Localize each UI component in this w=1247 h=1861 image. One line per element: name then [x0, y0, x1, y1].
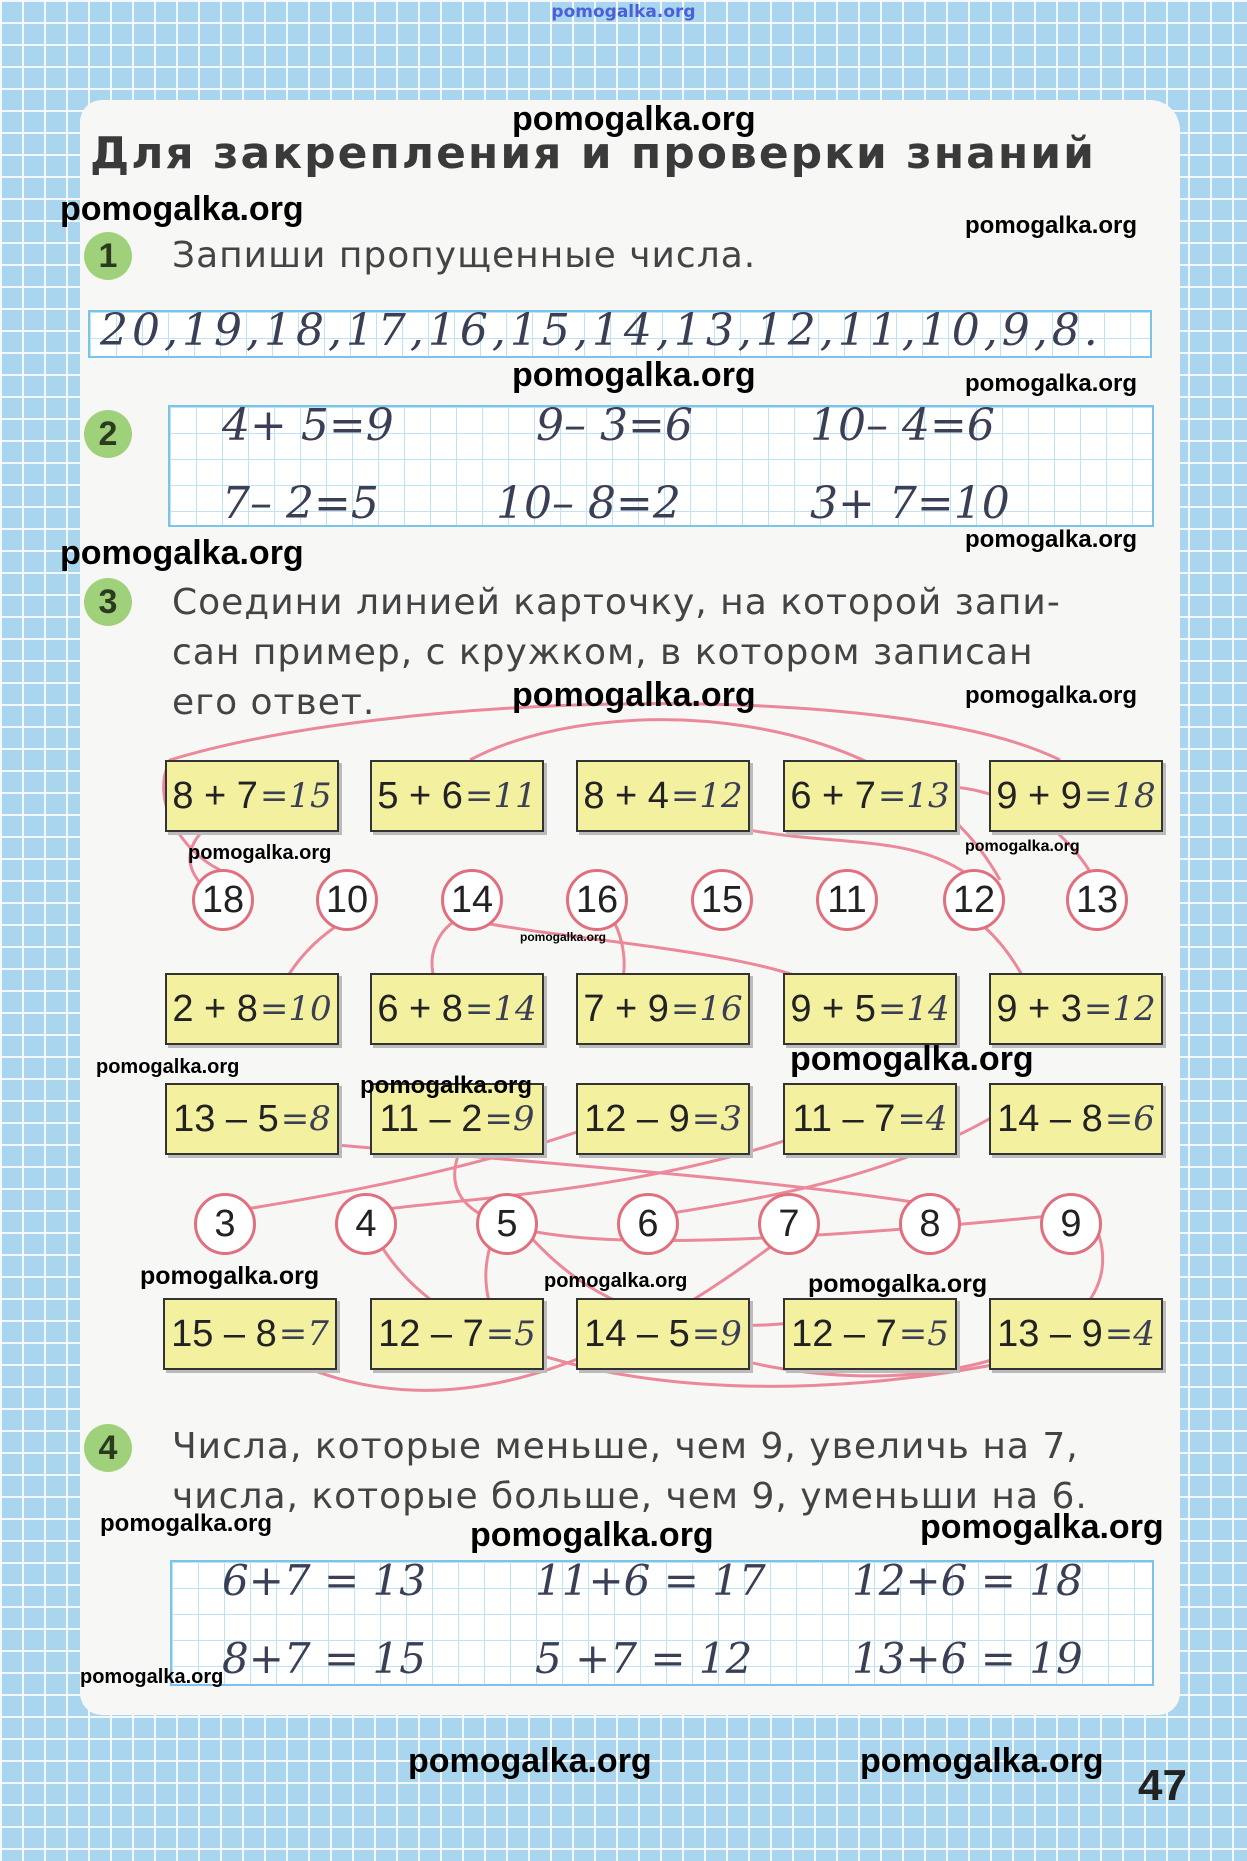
task-4-eq: 8+7 = 15 [222, 1634, 426, 1683]
task-4-eq: 12+6 = 18 [852, 1556, 1083, 1605]
answer-circle[interactable]: 13 [1066, 869, 1128, 931]
task-4-badge: 4 [84, 1424, 132, 1472]
watermark: pomogalka.org [520, 930, 607, 944]
task-4-eq: 5 +7 = 12 [535, 1634, 753, 1683]
top-url[interactable]: pomogalka.org [551, 2, 696, 22]
card-answer: =5 [485, 1314, 536, 1354]
watermark: pomogalka.org [965, 370, 1138, 397]
example-card[interactable]: 2 + 8 =10 [165, 973, 339, 1045]
answer-circle[interactable]: 11 [816, 869, 878, 931]
watermark: pomogalka.org [360, 1072, 533, 1099]
task-3-text-line-3: его ответ. [172, 682, 376, 723]
watermark: pomogalka.org [860, 1742, 1104, 1780]
example-card[interactable]: 12 – 9 =3 [576, 1083, 750, 1155]
answer-circle[interactable]: 12 [943, 869, 1005, 931]
example-card[interactable]: 13 – 5 =8 [165, 1083, 339, 1155]
watermark: pomogalka.org [544, 1270, 688, 1292]
watermark: pomogalka.org [60, 534, 304, 572]
answer-circle[interactable]: 9 [1040, 1193, 1102, 1255]
answer-circle[interactable]: 14 [441, 869, 503, 931]
watermark: pomogalka.org [965, 682, 1138, 709]
watermark: pomogalka.org [140, 1262, 320, 1290]
task-2-eq: 7– 2=5 [222, 478, 379, 529]
example-card[interactable]: 14 – 8 =6 [989, 1083, 1163, 1155]
card-answer: =4 [897, 1099, 948, 1139]
card-answer: =12 [670, 776, 743, 816]
example-card[interactable]: 8 + 4 =12 [576, 760, 750, 832]
task-4-eq: 6+7 = 13 [222, 1556, 426, 1605]
example-card[interactable]: 5 + 6 =11 [370, 760, 544, 832]
watermark: pomogalka.org [512, 356, 756, 394]
card-answer: =16 [670, 989, 743, 1029]
card-answer: =15 [259, 776, 332, 816]
card-answer: =7 [278, 1314, 329, 1354]
answer-circle[interactable]: 5 [476, 1193, 538, 1255]
example-card[interactable]: 9 + 3 =12 [989, 973, 1163, 1045]
task-2-eq: 9– 3=6 [536, 400, 693, 451]
card-answer: =6 [1104, 1099, 1155, 1139]
answer-circle[interactable]: 6 [617, 1193, 679, 1255]
card-answer: =4 [1104, 1314, 1155, 1354]
watermark: pomogalka.org [96, 1056, 240, 1078]
card-answer: =18 [1083, 776, 1156, 816]
task-1-text: Запиши пропущенные числа. [172, 235, 757, 276]
watermark: pomogalka.org [408, 1742, 652, 1780]
card-answer: =14 [464, 989, 537, 1029]
watermark: pomogalka.org [920, 1508, 1164, 1546]
task-4-eq: 11+6 = 17 [535, 1556, 766, 1605]
example-card[interactable]: 12 – 7 =5 [370, 1298, 544, 1370]
example-card[interactable]: 15 – 8 =7 [163, 1298, 337, 1370]
example-card[interactable]: 11 – 2 =9 [370, 1083, 544, 1155]
task-2-eq: 3+ 7=10 [810, 478, 1010, 529]
card-answer: =11 [464, 776, 537, 816]
example-card[interactable]: 7 + 9 =16 [576, 973, 750, 1045]
example-card[interactable]: 12 – 7 =5 [783, 1298, 957, 1370]
card-answer: =3 [691, 1099, 742, 1139]
example-card[interactable]: 8 + 7 =15 [165, 760, 339, 832]
task-2-eq: 10– 4=6 [810, 400, 995, 451]
task-4-text-line-1: Числа, которые меньше, чем 9, увеличь на 7, [172, 1426, 1079, 1467]
task-2-eq: 10– 8=2 [496, 478, 681, 529]
page-number: 47 [1138, 1761, 1187, 1810]
answer-circle[interactable]: 3 [194, 1193, 256, 1255]
answer-circle[interactable]: 16 [566, 869, 628, 931]
example-card[interactable]: 13 – 9 =4 [989, 1298, 1163, 1370]
answer-circle[interactable]: 8 [899, 1193, 961, 1255]
watermark: pomogalka.org [60, 190, 304, 228]
card-answer: =5 [898, 1314, 949, 1354]
card-answer: =9 [484, 1099, 535, 1139]
watermark: pomogalka.org [790, 1040, 1034, 1078]
example-card[interactable]: 9 + 5 =14 [783, 973, 957, 1045]
watermark: pomogalka.org [470, 1516, 714, 1554]
watermark: pomogalka.org [80, 1666, 224, 1688]
answer-circle[interactable]: 15 [691, 869, 753, 931]
card-answer: =12 [1083, 989, 1156, 1029]
example-card[interactable]: 6 + 8 =14 [370, 973, 544, 1045]
watermark: pomogalka.org [512, 676, 756, 714]
watermark: pomogalka.org [188, 842, 332, 864]
answer-circle[interactable]: 7 [758, 1193, 820, 1255]
example-card[interactable]: 6 + 7 =13 [783, 760, 957, 832]
card-answer: =8 [280, 1099, 331, 1139]
task-4-text-line-2: числа, которые больше, чем 9, уменьши на 6. [172, 1476, 1088, 1517]
page-title: Для закрепления и проверки знаний [90, 128, 1096, 179]
card-answer: =9 [691, 1314, 742, 1354]
card-answer: =14 [877, 989, 950, 1029]
card-answer: =10 [259, 989, 332, 1029]
watermark: pomogalka.org [965, 838, 1080, 855]
answer-circle[interactable]: 18 [192, 869, 254, 931]
task-1-badge: 1 [84, 232, 132, 280]
watermark: pomogalka.org [965, 212, 1138, 239]
task-4-eq: 13+6 = 19 [852, 1634, 1083, 1683]
watermark: pomogalka.org [808, 1270, 988, 1298]
watermark: pomogalka.org [512, 100, 756, 138]
task-3-badge: 3 [84, 578, 132, 626]
example-card[interactable]: 14 – 5 =9 [576, 1298, 750, 1370]
example-card[interactable]: 9 + 9 =18 [989, 760, 1163, 832]
answer-circle[interactable]: 10 [316, 869, 378, 931]
task-2-badge: 2 [84, 410, 132, 458]
task-3-text-line-1: Соедини линией карточку, на которой запи- [172, 582, 1061, 623]
task-3-text-line-2: сан пример, с кружком, в котором записан [172, 632, 1034, 673]
watermark: pomogalka.org [100, 1510, 273, 1537]
task-2-eq: 4+ 5=9 [222, 400, 394, 451]
task-1-answer: 20,19,18,17,16,15,14,13,12,11,10,9,8. [100, 305, 1102, 356]
card-answer: =13 [877, 776, 950, 816]
example-card[interactable]: 11 – 7 =4 [783, 1083, 957, 1155]
watermark: pomogalka.org [965, 526, 1138, 553]
answer-circle[interactable]: 4 [335, 1193, 397, 1255]
